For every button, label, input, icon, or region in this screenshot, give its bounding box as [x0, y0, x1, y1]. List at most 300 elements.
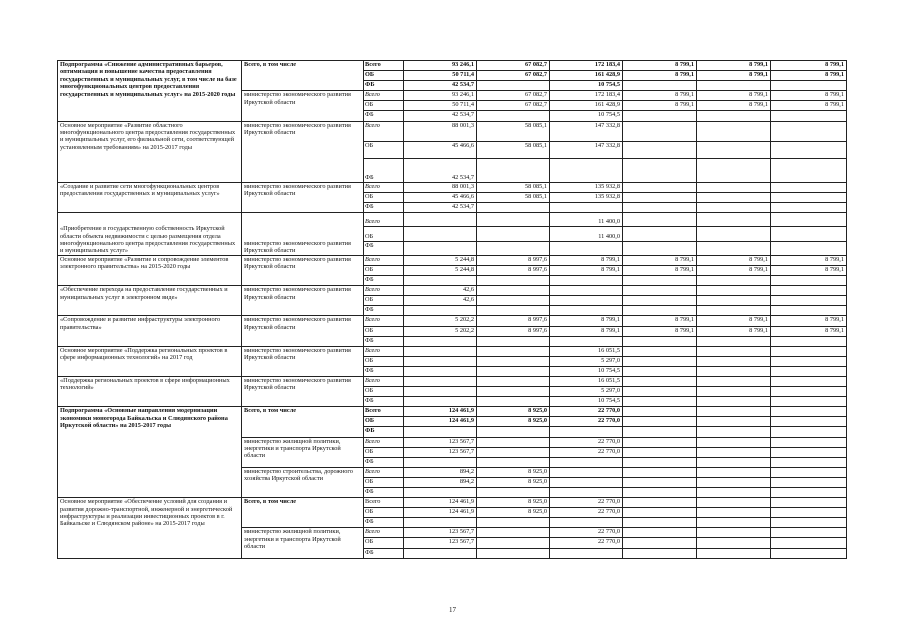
value-cell-year-2 — [477, 111, 550, 121]
value-cell-year-3 — [550, 336, 623, 346]
value-cell-year-3 — [550, 158, 623, 182]
value-cell-year-4 — [623, 141, 697, 158]
executor-cell: министерство жилищной политики, энергетики и транспорта Иркутской области — [242, 528, 364, 558]
value-cell-year-3: 22 770,0 — [550, 538, 623, 548]
value-cell-year-4 — [623, 296, 697, 306]
value-cell-year-1: 124 461,9 — [404, 498, 477, 508]
funding-source-cell: ОБ — [364, 265, 404, 275]
value-cell-year-3: 135 932,8 — [550, 182, 623, 192]
value-cell-year-6 — [771, 276, 847, 286]
value-cell-year-2: 8 925,0 — [477, 498, 550, 508]
value-cell-year-2: 8 997,6 — [477, 265, 550, 275]
value-cell-year-6 — [771, 366, 847, 376]
executor-cell: министерство экономического развития Иркутской области — [242, 121, 364, 182]
value-cell-year-5: 8 799,1 — [697, 91, 771, 101]
value-cell-year-6 — [771, 437, 847, 447]
value-cell-year-2 — [477, 437, 550, 447]
executor-cell: министерство экономического развития Иркутской области — [242, 346, 364, 376]
value-cell-year-5: 8 799,1 — [697, 255, 771, 265]
value-cell-year-2 — [477, 387, 550, 397]
value-cell-year-4 — [623, 366, 697, 376]
funding-source-cell: ОБ — [364, 141, 404, 158]
value-cell-year-2: 8 925,0 — [477, 477, 550, 487]
value-cell-year-2: 8 997,6 — [477, 326, 550, 336]
value-cell-year-1 — [404, 548, 477, 558]
funding-source-cell: ФБ — [364, 276, 404, 286]
value-cell-year-6 — [771, 202, 847, 212]
value-cell-year-2 — [477, 427, 550, 437]
program-name-cell: «Сопровождение и развитие инфраструктуры электронного правительства» — [58, 316, 242, 346]
value-cell-year-5 — [697, 457, 771, 467]
budget-table — [57, 60, 847, 559]
value-cell-year-3: 5 297,0 — [550, 356, 623, 366]
value-cell-year-1 — [404, 457, 477, 467]
value-cell-year-6 — [771, 548, 847, 558]
executor-cell: министерство жилищной политики, энергетики и транспорта Иркутской области — [242, 437, 364, 467]
value-cell-year-2 — [477, 346, 550, 356]
value-cell-year-1: 42 534,7 — [404, 111, 477, 121]
value-cell-year-1 — [404, 397, 477, 407]
funding-source-cell: Всего — [364, 346, 404, 356]
value-cell-year-1: 42,6 — [404, 296, 477, 306]
value-cell-year-3 — [550, 296, 623, 306]
table-row — [58, 316, 847, 326]
value-cell-year-3: 22 770,0 — [550, 437, 623, 447]
funding-source-cell: Всего — [364, 467, 404, 477]
value-cell-year-1 — [404, 366, 477, 376]
funding-source-cell: ФБ — [364, 548, 404, 558]
executor-cell: министерство экономического развития Иркутской области — [242, 376, 364, 406]
value-cell-year-2: 67 082,7 — [477, 101, 550, 111]
value-cell-year-5 — [697, 306, 771, 316]
value-cell-year-2: 8 997,6 — [477, 316, 550, 326]
value-cell-year-1: 45 466,6 — [404, 141, 477, 158]
table-row — [58, 346, 847, 356]
value-cell-year-2: 58 085,1 — [477, 192, 550, 202]
value-cell-year-3: 172 183,4 — [550, 91, 623, 101]
value-cell-year-2 — [477, 212, 550, 226]
executor-cell: министерство экономического развития Иркутской области — [242, 255, 364, 285]
table-row — [58, 498, 847, 508]
value-cell-year-4 — [623, 376, 697, 386]
value-cell-year-1 — [404, 376, 477, 386]
value-cell-year-1 — [404, 346, 477, 356]
value-cell-year-2 — [477, 538, 550, 548]
value-cell-year-5 — [697, 518, 771, 528]
value-cell-year-5 — [697, 498, 771, 508]
value-cell-year-3: 16 051,5 — [550, 346, 623, 356]
value-cell-year-1: 93 246,1 — [404, 91, 477, 101]
executor-cell: министерство экономического развития Иркутской области — [242, 286, 364, 316]
value-cell-year-6 — [771, 518, 847, 528]
table-row — [58, 255, 847, 265]
value-cell-year-2 — [477, 457, 550, 467]
value-cell-year-6 — [771, 457, 847, 467]
funding-source-cell: Всего — [364, 182, 404, 192]
value-cell-year-5 — [697, 427, 771, 437]
program-name-cell: Основное мероприятие «Поддержка региональных проектов в сфере информационных технологий» на 2017 год — [58, 346, 242, 376]
value-cell-year-1 — [404, 276, 477, 286]
value-cell-year-1 — [404, 226, 477, 241]
value-cell-year-6 — [771, 158, 847, 182]
value-cell-year-6: 8 799,1 — [771, 91, 847, 101]
value-cell-year-5 — [697, 387, 771, 397]
value-cell-year-1: 42 534,7 — [404, 202, 477, 212]
funding-source-cell: ОБ — [364, 447, 404, 457]
program-name-cell: «Приобретение в государственную собственность Иркутской области объекта недвижимости с целью размещения отдела многофункционального центра предоставления государственных и муниципальных услуг» — [58, 212, 242, 255]
value-cell-year-1: 50 711,4 — [404, 71, 477, 81]
funding-source-cell: ОБ — [364, 296, 404, 306]
executor-cell: министерство строительства, дорожного хозяйства Иркутской области — [242, 467, 364, 497]
executor-cell: Всего, в том числе — [242, 61, 364, 91]
value-cell-year-1: 124 461,9 — [404, 508, 477, 518]
executor-cell: Всего, в том числе — [242, 498, 364, 528]
value-cell-year-4 — [623, 387, 697, 397]
value-cell-year-4 — [623, 437, 697, 447]
value-cell-year-4 — [623, 417, 697, 427]
value-cell-year-5 — [697, 528, 771, 538]
value-cell-year-3 — [550, 477, 623, 487]
value-cell-year-6 — [771, 286, 847, 296]
value-cell-year-1: 45 466,6 — [404, 192, 477, 202]
funding-source-cell: ОБ — [364, 101, 404, 111]
funding-source-cell: Всего — [364, 91, 404, 101]
value-cell-year-5 — [697, 366, 771, 376]
value-cell-year-3: 22 770,0 — [550, 447, 623, 457]
value-cell-year-2 — [477, 306, 550, 316]
value-cell-year-4 — [623, 241, 697, 255]
value-cell-year-1: 42,6 — [404, 286, 477, 296]
value-cell-year-4 — [623, 528, 697, 538]
funding-source-cell: Всего — [364, 212, 404, 226]
value-cell-year-3: 161 428,9 — [550, 71, 623, 81]
value-cell-year-4 — [623, 111, 697, 121]
funding-source-cell: Всего — [364, 437, 404, 447]
table-row — [58, 61, 847, 71]
value-cell-year-5 — [697, 376, 771, 386]
value-cell-year-4: 8 799,1 — [623, 255, 697, 265]
executor-cell: министерство экономического развития Иркутской области — [242, 91, 364, 121]
value-cell-year-1 — [404, 336, 477, 346]
value-cell-year-1: 123 567,7 — [404, 528, 477, 538]
value-cell-year-5 — [697, 276, 771, 286]
table-row — [58, 121, 847, 141]
value-cell-year-4: 8 799,1 — [623, 61, 697, 71]
executor-cell: министерство экономического развития Иркутской области — [242, 182, 364, 212]
value-cell-year-2 — [477, 366, 550, 376]
funding-source-cell: ФБ — [364, 488, 404, 498]
funding-source-cell: Всего — [364, 316, 404, 326]
value-cell-year-1: 5 202,2 — [404, 316, 477, 326]
value-cell-year-3: 10 754,5 — [550, 366, 623, 376]
value-cell-year-1 — [404, 488, 477, 498]
value-cell-year-5 — [697, 346, 771, 356]
value-cell-year-4 — [623, 346, 697, 356]
value-cell-year-4 — [623, 226, 697, 241]
value-cell-year-2: 8 925,0 — [477, 508, 550, 518]
value-cell-year-1: 88 001,3 — [404, 121, 477, 141]
funding-source-cell: ОБ — [364, 477, 404, 487]
funding-source-cell: ОБ — [364, 508, 404, 518]
funding-source-cell: Всего — [364, 61, 404, 71]
value-cell-year-6 — [771, 346, 847, 356]
value-cell-year-3: 8 799,1 — [550, 255, 623, 265]
value-cell-year-1: 5 244,8 — [404, 265, 477, 275]
program-name-cell: «Обеспечение перехода на предоставление государственных и муниципальных услуг в электронном виде» — [58, 286, 242, 316]
value-cell-year-1: 5 244,8 — [404, 255, 477, 265]
value-cell-year-5 — [697, 121, 771, 141]
value-cell-year-2 — [477, 447, 550, 457]
value-cell-year-5 — [697, 397, 771, 407]
value-cell-year-2 — [477, 397, 550, 407]
value-cell-year-1 — [404, 241, 477, 255]
executor-cell: министерство экономического развития Иркутской области — [242, 316, 364, 346]
value-cell-year-3 — [550, 457, 623, 467]
value-cell-year-2 — [477, 296, 550, 306]
executor-cell: Всего, в том числе — [242, 407, 364, 437]
value-cell-year-5 — [697, 286, 771, 296]
value-cell-year-6 — [771, 141, 847, 158]
value-cell-year-6 — [771, 498, 847, 508]
value-cell-year-3 — [550, 202, 623, 212]
funding-source-cell: Всего — [364, 286, 404, 296]
value-cell-year-5 — [697, 158, 771, 182]
value-cell-year-6 — [771, 528, 847, 538]
funding-source-cell: ОБ — [364, 538, 404, 548]
value-cell-year-3: 22 770,0 — [550, 498, 623, 508]
value-cell-year-4 — [623, 467, 697, 477]
value-cell-year-3: 8 799,1 — [550, 265, 623, 275]
value-cell-year-5: 8 799,1 — [697, 101, 771, 111]
value-cell-year-2: 67 082,7 — [477, 71, 550, 81]
value-cell-year-1: 42 534,7 — [404, 81, 477, 91]
value-cell-year-6 — [771, 508, 847, 518]
value-cell-year-2 — [477, 158, 550, 182]
value-cell-year-5 — [697, 182, 771, 192]
value-cell-year-3: 147 332,8 — [550, 141, 623, 158]
value-cell-year-4: 8 799,1 — [623, 316, 697, 326]
value-cell-year-4 — [623, 538, 697, 548]
value-cell-year-3: 147 332,8 — [550, 121, 623, 141]
value-cell-year-4 — [623, 356, 697, 366]
value-cell-year-5 — [697, 538, 771, 548]
table-row — [58, 376, 847, 386]
value-cell-year-5: 8 799,1 — [697, 61, 771, 71]
value-cell-year-6 — [771, 477, 847, 487]
page-number: 17 — [449, 606, 456, 614]
value-cell-year-4 — [623, 397, 697, 407]
funding-source-cell: ФБ — [364, 427, 404, 437]
value-cell-year-5 — [697, 488, 771, 498]
value-cell-year-2: 58 085,1 — [477, 182, 550, 192]
table-row — [58, 407, 847, 417]
value-cell-year-1: 42 534,7 — [404, 158, 477, 182]
funding-source-cell: ФБ — [364, 336, 404, 346]
value-cell-year-5 — [697, 226, 771, 241]
value-cell-year-2: 8 925,0 — [477, 417, 550, 427]
value-cell-year-5 — [697, 81, 771, 91]
funding-source-cell: ФБ — [364, 518, 404, 528]
value-cell-year-6 — [771, 467, 847, 477]
value-cell-year-5 — [697, 447, 771, 457]
value-cell-year-4 — [623, 518, 697, 528]
value-cell-year-3 — [550, 467, 623, 477]
value-cell-year-3: 8 799,1 — [550, 326, 623, 336]
value-cell-year-4 — [623, 306, 697, 316]
table-row — [58, 212, 847, 226]
funding-source-cell: ОБ — [364, 417, 404, 427]
funding-source-cell: Всего — [364, 407, 404, 417]
value-cell-year-4: 8 799,1 — [623, 265, 697, 275]
value-cell-year-5: 8 799,1 — [697, 326, 771, 336]
value-cell-year-1: 50 711,4 — [404, 101, 477, 111]
value-cell-year-1: 124 461,9 — [404, 407, 477, 417]
value-cell-year-5 — [697, 192, 771, 202]
funding-source-cell: ФБ — [364, 366, 404, 376]
value-cell-year-5: 8 799,1 — [697, 265, 771, 275]
budget-table-body — [58, 61, 847, 559]
value-cell-year-1: 123 567,7 — [404, 437, 477, 447]
value-cell-year-1: 123 567,7 — [404, 538, 477, 548]
value-cell-year-3: 22 770,0 — [550, 417, 623, 427]
value-cell-year-2: 8 997,6 — [477, 255, 550, 265]
value-cell-year-6: 8 799,1 — [771, 71, 847, 81]
value-cell-year-3 — [550, 427, 623, 437]
value-cell-year-5 — [697, 437, 771, 447]
value-cell-year-5 — [697, 202, 771, 212]
program-name-cell: «Поддержка региональных проектов в сфере информационных технологий» — [58, 376, 242, 406]
funding-source-cell: Всего — [364, 376, 404, 386]
value-cell-year-1: 5 202,2 — [404, 326, 477, 336]
value-cell-year-3 — [550, 306, 623, 316]
value-cell-year-6 — [771, 121, 847, 141]
value-cell-year-3: 161 428,9 — [550, 101, 623, 111]
value-cell-year-2 — [477, 241, 550, 255]
value-cell-year-4 — [623, 427, 697, 437]
funding-source-cell: ОБ — [364, 226, 404, 241]
value-cell-year-3: 10 754,5 — [550, 111, 623, 121]
value-cell-year-4 — [623, 477, 697, 487]
value-cell-year-4 — [623, 447, 697, 457]
value-cell-year-5 — [697, 548, 771, 558]
value-cell-year-4 — [623, 192, 697, 202]
value-cell-year-3 — [550, 276, 623, 286]
value-cell-year-6 — [771, 417, 847, 427]
value-cell-year-4 — [623, 182, 697, 192]
value-cell-year-5 — [697, 296, 771, 306]
funding-source-cell: Всего — [364, 498, 404, 508]
value-cell-year-4 — [623, 202, 697, 212]
value-cell-year-6 — [771, 296, 847, 306]
value-cell-year-6 — [771, 427, 847, 437]
funding-source-cell: ФБ — [364, 306, 404, 316]
value-cell-year-6: 8 799,1 — [771, 61, 847, 71]
value-cell-year-4 — [623, 457, 697, 467]
value-cell-year-2: 67 082,7 — [477, 91, 550, 101]
value-cell-year-6 — [771, 387, 847, 397]
value-cell-year-4 — [623, 121, 697, 141]
program-name-cell: Основное мероприятие «Развитие и сопровождение элементов электронного правительства» на 2015-2020 годы — [58, 255, 242, 285]
value-cell-year-1 — [404, 212, 477, 226]
value-cell-year-1 — [404, 518, 477, 528]
funding-source-cell: Всего — [364, 528, 404, 538]
value-cell-year-3: 22 770,0 — [550, 528, 623, 538]
value-cell-year-6 — [771, 447, 847, 457]
value-cell-year-3: 10 754,5 — [550, 397, 623, 407]
value-cell-year-3: 11 400,0 — [550, 212, 623, 226]
program-name-cell: Подпрограмма «Основные направления модернизации экономики моногорода Байкальска и Слюдянского района Иркутской области» на 2015-2017 годы — [58, 407, 242, 498]
value-cell-year-4 — [623, 498, 697, 508]
value-cell-year-3: 8 799,1 — [550, 316, 623, 326]
value-cell-year-1: 894,2 — [404, 477, 477, 487]
funding-source-cell: ОБ — [364, 71, 404, 81]
value-cell-year-6 — [771, 336, 847, 346]
funding-source-cell: ФБ — [364, 81, 404, 91]
table-row — [58, 182, 847, 192]
value-cell-year-2 — [477, 81, 550, 91]
value-cell-year-3: 172 183,4 — [550, 61, 623, 71]
value-cell-year-2: 58 085,1 — [477, 121, 550, 141]
value-cell-year-6 — [771, 488, 847, 498]
value-cell-year-4 — [623, 407, 697, 417]
value-cell-year-4 — [623, 488, 697, 498]
value-cell-year-4 — [623, 81, 697, 91]
value-cell-year-2: 8 925,0 — [477, 407, 550, 417]
funding-source-cell: ФБ — [364, 111, 404, 121]
value-cell-year-6 — [771, 226, 847, 241]
value-cell-year-2 — [477, 528, 550, 538]
value-cell-year-4 — [623, 508, 697, 518]
value-cell-year-6 — [771, 192, 847, 202]
table-row — [58, 286, 847, 296]
value-cell-year-6: 8 799,1 — [771, 101, 847, 111]
value-cell-year-1: 123 567,7 — [404, 447, 477, 457]
funding-source-cell: ФБ — [364, 457, 404, 467]
value-cell-year-5 — [697, 212, 771, 226]
value-cell-year-5 — [697, 467, 771, 477]
value-cell-year-6: 8 799,1 — [771, 326, 847, 336]
value-cell-year-3: 135 932,8 — [550, 192, 623, 202]
value-cell-year-3 — [550, 286, 623, 296]
value-cell-year-1: 124 461,9 — [404, 417, 477, 427]
value-cell-year-3: 11 400,0 — [550, 226, 623, 241]
value-cell-year-6 — [771, 538, 847, 548]
funding-source-cell: Всего — [364, 121, 404, 141]
value-cell-year-6: 8 799,1 — [771, 255, 847, 265]
value-cell-year-3: 22 770,0 — [550, 407, 623, 417]
value-cell-year-6: 8 799,1 — [771, 265, 847, 275]
funding-source-cell: ФБ — [364, 241, 404, 255]
value-cell-year-2 — [477, 226, 550, 241]
value-cell-year-2: 58 085,1 — [477, 141, 550, 158]
value-cell-year-6 — [771, 356, 847, 366]
value-cell-year-1 — [404, 387, 477, 397]
value-cell-year-1: 88 001,3 — [404, 182, 477, 192]
value-cell-year-4: 8 799,1 — [623, 326, 697, 336]
program-name-cell: Основное мероприятие «Обеспечение условий для создания и развития дорожно-транспортной, инженерной и энергетической инфраструктуры и реализации инвестиционных проектов в г. Байкальске и Слюдянском районе» на 2015-2017 годы — [58, 498, 242, 559]
value-cell-year-3: 22 770,0 — [550, 508, 623, 518]
value-cell-year-6 — [771, 407, 847, 417]
value-cell-year-4: 8 799,1 — [623, 101, 697, 111]
executor-cell: министерство экономического развития Иркутской области — [242, 212, 364, 255]
value-cell-year-5 — [697, 241, 771, 255]
value-cell-year-3 — [550, 241, 623, 255]
value-cell-year-3: 5 297,0 — [550, 387, 623, 397]
value-cell-year-1 — [404, 306, 477, 316]
funding-source-cell: ОБ — [364, 356, 404, 366]
value-cell-year-2 — [477, 276, 550, 286]
value-cell-year-4 — [623, 276, 697, 286]
